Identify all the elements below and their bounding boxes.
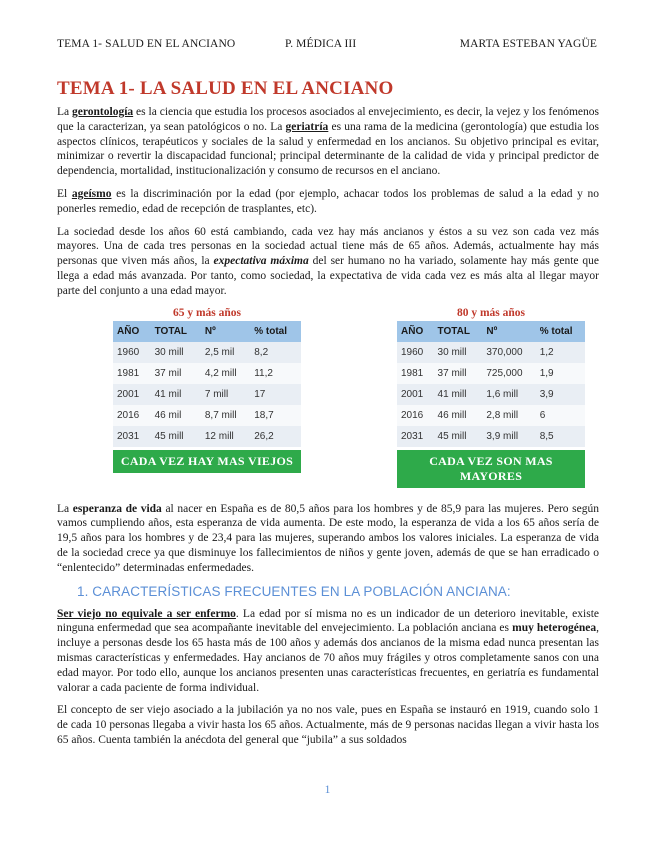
header-author: MARTA ESTEBAN YAGÜE xyxy=(459,38,597,50)
table-cell: 46 mil xyxy=(151,405,201,426)
text: La xyxy=(57,106,73,118)
text: , incluye a personas desde los 65 hasta más de 100 años y además dos ancianos de la misma edad nunca presentan las mismas características y enfermedades. Hay ancianos de 70 años muy frágiles y otros completamente sanos con una edad mayor. Por todo ello, aunque los ancianos presenten unas características frecuentes, en geriatría es fundamental valorar a cada paciente de forma individual. xyxy=(57,622,599,694)
column-header: AÑO xyxy=(113,321,151,342)
column-header: Nº xyxy=(201,321,250,342)
document-title: TEMA 1- LA SALUD EN EL ANCIANO xyxy=(57,78,394,99)
table-cell: 30 mill xyxy=(151,342,201,363)
table-cell: 18,7 xyxy=(250,405,301,426)
table-cell: 17 xyxy=(250,384,301,405)
table-row xyxy=(113,426,301,447)
data-table xyxy=(397,321,585,447)
table-row xyxy=(113,342,301,363)
table-cell: 26,2 xyxy=(250,426,301,447)
table-cell: 2,5 mil xyxy=(201,342,250,363)
table-cell: 2031 xyxy=(113,426,151,447)
table-cell: 1960 xyxy=(113,342,151,363)
text: . La edad por sí misma no es un indicador de un deterioro inevitable, existe ninguna enfermedad que sea acompañante inevitable del envejecimiento. La población anciana es xyxy=(57,607,599,635)
document-body xyxy=(57,78,599,756)
table-cell: 2001 xyxy=(113,384,151,405)
table-cell: 12 mill xyxy=(201,426,250,447)
text: es la ciencia que estudia los procesos asociados al envejecimiento, es decir, la vejez y los fenómenos que la caracterizan, ya sean patológicos o no. La xyxy=(57,106,599,133)
population-tables xyxy=(57,307,599,488)
section-heading: 1. CARACTERÍSTICAS FRECUENTES EN LA POBLACIÓN ANCIANA: xyxy=(77,583,511,599)
column-header: % total xyxy=(250,321,301,342)
term-ser-viejo: Ser viejo no equivale a ser enfermo xyxy=(57,607,236,620)
page-number: 1 xyxy=(324,784,331,796)
table-cell: 4,2 mill xyxy=(201,363,250,384)
term-esperanza-de-vida: esperanza de vida xyxy=(72,502,162,515)
table-cell: 7 mill xyxy=(201,384,250,405)
table-row xyxy=(397,363,585,384)
table-row xyxy=(113,384,301,405)
column-header: TOTAL xyxy=(151,321,201,342)
header-topic: TEMA 1- SALUD EN EL ANCIANO xyxy=(57,38,236,50)
term-ageismo: ageísmo xyxy=(71,187,112,200)
table-cell: 3,9 xyxy=(536,384,585,405)
table-cell: 41 mill xyxy=(434,384,483,405)
table-cell: 8,7 mill xyxy=(201,405,250,426)
table-cell: 37 mill xyxy=(434,363,483,384)
term-gerontologia: gerontología xyxy=(72,106,134,118)
term-muy-heterogenea: muy heterogénea xyxy=(512,622,597,635)
table-cell: 1,6 mill xyxy=(482,384,535,405)
table-cell: 2031 xyxy=(397,426,434,447)
table-row xyxy=(397,426,585,447)
table-cell: 6 xyxy=(536,405,585,426)
paragraph-jubilacion: El concepto de ser viejo asociado a la jubilación ya no nos vale, pues en España se instauró en 1919, cuando solo 1 de cada 10 personas llegaba a vivir hasta los 65 años. Actualmente, más de 9 personas nacidas llegan a vivir hasta los 65 años. Cuenta también la anécdota del general que “jubila” a sus soldados xyxy=(57,704,599,746)
table-caption: 80 y más años xyxy=(456,306,526,319)
table-cell: 725,000 xyxy=(482,363,535,384)
column-header: % total xyxy=(536,321,585,342)
table-cell: 1981 xyxy=(113,363,151,384)
paragraph-ageismo xyxy=(57,187,599,217)
table-cell: 37 mil xyxy=(151,363,201,384)
table-cell: 1960 xyxy=(397,342,434,363)
text: es la discriminación por la edad (por ejemplo, achacar todos los problemas de salud a la edad y no ponerles remedio, edad de recepción de trasplantes, etc). xyxy=(57,187,599,215)
column-header: AÑO xyxy=(397,321,434,342)
table-row xyxy=(113,405,301,426)
table-caption: 65 y más años xyxy=(172,306,242,319)
paragraph-esperanza-vida xyxy=(57,502,599,576)
table-80-plus xyxy=(397,307,585,488)
text: es una rama de la medicina (gerontología) que estudia los aspectos clínicos, terapéuticos y sociales de la salud y enfermedad en los ancianos. Su objetivo principal es evitar, minimizar o revertir la discapacidad funcional; principal determinante de la calidad de vida y principal predictor de dependencia, mortalidad, institucionalización y consumo de recursos en el anciano. xyxy=(57,120,599,178)
table-cell: 2001 xyxy=(397,384,434,405)
text: al nacer en España es de 80,5 años para los hombres y de 85,9 para las mujeres. Pero según vamos cumpliendo años, esta esperanza de vida aumenta. De este modo, la esperanza de vida a los 65 años sería de 19,5 años para los hombres y de 23,4 para las mujeres, superando ambos los valores iniciales. La esperanza de vida de la sociedad crece ya que disminuye los fallecimientos de niños y gente joven, además de que se han erradicado o “enlentecido” determinadas enfermedades. xyxy=(57,502,599,574)
table-row xyxy=(397,405,585,426)
column-header: TOTAL xyxy=(434,321,483,342)
table-cell: 8,2 xyxy=(250,342,301,363)
paragraph-sociedad xyxy=(57,225,599,299)
banner-mas-viejos: CADA VEZ HAY MAS VIEJOS xyxy=(113,450,301,473)
table-row xyxy=(113,363,301,384)
page-header xyxy=(57,38,597,54)
table-cell: 8,5 xyxy=(536,426,585,447)
table-cell: 45 mill xyxy=(151,426,201,447)
table-cell: 11,2 xyxy=(250,363,301,384)
table-cell: 46 mill xyxy=(434,405,483,426)
text: La xyxy=(57,502,73,515)
table-cell: 2,8 mill xyxy=(482,405,535,426)
column-header: Nº xyxy=(482,321,535,342)
banner-mas-mayores: CADA VEZ SON MAS MAYORES xyxy=(397,450,585,488)
table-row xyxy=(397,342,585,363)
term-geriatria: geriatría xyxy=(285,120,329,133)
table-cell: 3,9 mill xyxy=(482,426,535,447)
table-cell: 2016 xyxy=(113,405,151,426)
table-cell: 30 mill xyxy=(434,342,483,363)
table-cell: 370,000 xyxy=(482,342,535,363)
header-subject: P. MÉDICA III xyxy=(285,38,357,50)
text: La sociedad desde los años 60 está cambiando, cada vez hay más ancianos y éstos a su vez son cada vez más mayores. Una de cada tres personas en la sociedad actual tiene más de 65 años. Además, actualmente hay más personas que viven más años, la xyxy=(57,225,599,268)
text: del ser humano no ha variado, solamente hay más gente que llega a edad más avanzada. Por tanto, como sociedad, la expectativa de vida cada vez es más alta al llegar mayor parte del conjunto a una edad mayor. xyxy=(57,255,600,297)
table-cell: 2016 xyxy=(397,405,434,426)
table-65-plus xyxy=(113,307,301,488)
paragraph-heterogenea xyxy=(57,607,599,696)
text: El xyxy=(57,187,72,200)
table-row xyxy=(397,384,585,405)
table-cell: 1,9 xyxy=(536,363,585,384)
table-cell: 1,2 xyxy=(536,342,585,363)
table-cell: 45 mill xyxy=(434,426,483,447)
term-expectativa-maxima: expectativa máxima xyxy=(213,255,309,268)
table-cell: 1981 xyxy=(397,363,434,384)
paragraph-gerontologia xyxy=(57,105,599,179)
table-cell: 41 mil xyxy=(151,384,201,405)
data-table xyxy=(113,321,301,447)
